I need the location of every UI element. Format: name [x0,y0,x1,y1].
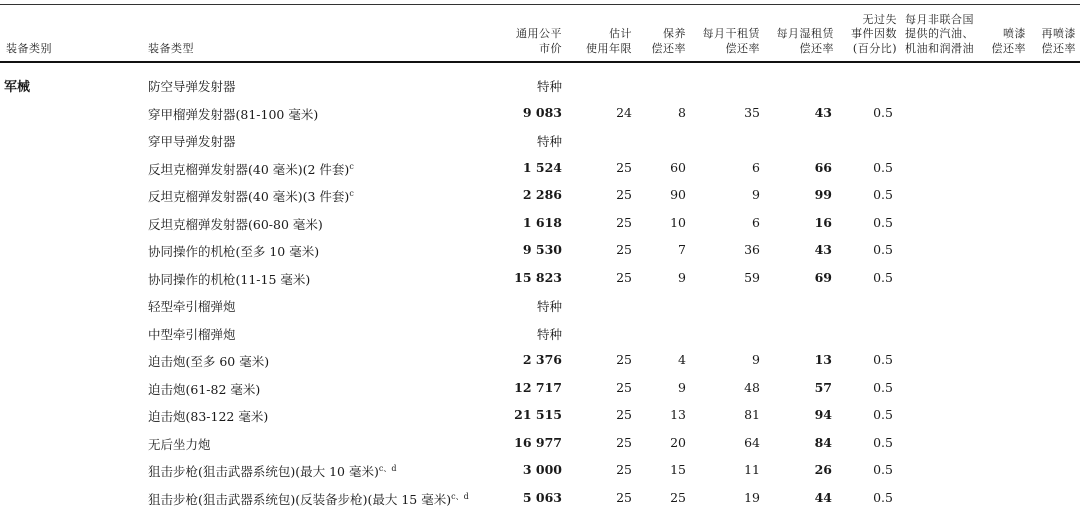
cell-fair-market-value: 特种 [536,79,562,94]
header-maintenance-rate [636,27,686,56]
cell-maintenance-rate: 9 [678,379,686,395]
cell-fair-market-value: 2 376 [522,352,562,367]
cell-equipment-type [148,77,236,95]
header-no-fault-incident-factor [837,13,897,57]
cell-maintenance-rate: 10 [670,214,686,230]
cell-fair-market-value: 特种 [536,134,562,149]
cell-wet-lease-rate: 16 [814,214,832,230]
cell-dry-lease-rate: 19 [744,489,760,505]
cell-wet-lease-rate: 84 [814,434,832,450]
cell-dry-lease-rate: 36 [744,242,760,257]
cell-wet-lease-rate: 13 [814,352,832,367]
header-estimated-useful-life-line: 使用年限 [586,41,632,55]
cell-wet-lease-rate: 26 [814,462,832,477]
header-generic-fair-market-value-line: 市价 [539,41,562,55]
header-category-line: 装备类别 [6,41,52,55]
cell-equipment-type [148,215,323,233]
cell-fair-market-value: 21 515 [514,407,562,422]
header-monthly-dry-lease-rate-line: 每月干租赁 [702,27,760,40]
cell-useful-life: 25 [616,187,632,202]
header-non-un-pol-line: 提供的汽油、 [905,27,974,40]
cell-fair-market-value: 1 618 [522,214,562,230]
cell-useful-life: 25 [616,407,632,422]
cell-fair-market-value: 9 530 [522,242,562,257]
equipment-type-text: 轻型牵引榴弹炮 [148,299,236,314]
cell-maintenance-rate: 25 [670,489,686,505]
header-repainting-rate-line: 偿还率 [1041,41,1076,55]
cell-fair-market-value: 特种 [536,299,562,314]
cell-fair-market-value: 2 286 [522,187,562,202]
footnote-marker: c [349,188,354,198]
header-type-line: 装备类型 [148,41,194,55]
cell-useful-life: 25 [616,489,632,505]
cell-fair-market-value: 1 524 [522,159,562,175]
header-monthly-wet-lease-rate-line: 每月湿租赁 [776,27,834,40]
header-painting-rate [976,27,1026,56]
equipment-type-text: 狙击步枪(狙击武器系统包)(最大 10 毫米) [148,464,379,479]
cell-no-fault-factor: 0.5 [873,434,893,450]
equipment-type-text: 反坦克榴弹发射器(40 毫米)(2 件套) [148,161,350,177]
cell-useful-life: 24 [616,104,632,120]
equipment-type-text: 协同操作的机枪(至多 10 毫米) [148,244,320,259]
header-monthly-wet-lease-rate [754,27,834,56]
equipment-type-text: 迫击炮(61-82 毫米) [148,381,261,397]
top-rule [0,4,1080,5]
header-monthly-dry-lease-rate [680,27,760,56]
equipment-type-text: 迫击炮(83-122 毫米) [148,409,269,424]
cell-wet-lease-rate: 43 [814,104,832,120]
cell-fair-market-value: 12 717 [514,379,562,395]
cell-maintenance-rate: 20 [670,434,686,450]
cell-equipment-type [148,242,319,260]
cell-fair-market-value: 3 000 [522,462,562,477]
cell-fair-market-value: 5 063 [522,489,562,505]
header-generic-fair-market-value [482,27,562,56]
equipment-type-text: 穿甲导弹发射器 [148,134,236,149]
header-non-un-pol-line: 每月非联合国 [905,12,974,26]
cell-wet-lease-rate: 99 [814,187,832,202]
cell-dry-lease-rate: 59 [744,269,760,285]
header-repainting-rate [1026,27,1076,56]
header-monthly-wet-lease-rate-line: 偿还率 [799,41,834,55]
cell-maintenance-rate: 13 [670,407,686,422]
cell-maintenance-rate: 15 [670,462,686,477]
cell-no-fault-factor: 0.5 [873,379,893,395]
cell-no-fault-factor: 0.5 [873,187,893,202]
cell-wet-lease-rate: 69 [814,269,832,285]
cell-no-fault-factor: 0.5 [873,462,893,477]
cell-fair-market-value: 15 823 [514,269,562,285]
cell-wet-lease-rate: 66 [814,159,832,175]
cell-equipment-type [148,325,236,343]
cell-useful-life: 25 [616,214,632,230]
cell-no-fault-factor: 0.5 [873,269,893,285]
header-painting-rate-line: 喷漆 [1003,27,1026,40]
cell-equipment-type [148,132,236,150]
cell-equipment-type [148,297,236,315]
cell-dry-lease-rate: 35 [744,104,760,120]
header-type [148,42,268,57]
cell-dry-lease-rate: 11 [744,462,760,477]
header-category [6,42,96,57]
cell-dry-lease-rate: 6 [752,159,760,175]
equipment-type-text: 狙击步枪(狙击武器系统包)(反装备步枪)(最大 15 毫米) [148,491,452,507]
header-monthly-dry-lease-rate-line: 偿还率 [725,41,760,55]
header-repainting-rate-line: 再喷漆 [1041,27,1076,40]
footnote-marker: c、d [451,491,469,501]
equipment-type-text: 协同操作的机枪(11-15 毫米) [148,271,311,287]
cell-equipment-type [148,352,269,370]
header-maintenance-rate-line: 保养 [663,27,686,40]
cell-useful-life: 25 [616,434,632,450]
cell-wet-lease-rate: 43 [814,242,832,257]
cell-maintenance-rate: 60 [670,159,686,175]
cell-equipment-type [148,380,260,398]
cell-useful-life: 25 [616,352,632,367]
cell-useful-life: 25 [616,379,632,395]
cell-maintenance-rate: 4 [678,352,686,367]
cell-maintenance-rate: 90 [670,187,686,202]
cell-equipment-type [148,160,354,178]
equipment-type-text: 防空导弹发射器 [148,79,236,94]
cell-equipment-type [148,407,268,425]
footnote-marker: c、d [378,463,397,473]
cell-maintenance-rate: 7 [678,242,686,257]
header-no-fault-incident-factor-line: 无过失 [862,12,897,26]
header-maintenance-rate-line: 偿还率 [651,41,686,55]
cell-fair-market-value: 特种 [536,326,562,342]
cell-no-fault-factor: 0.5 [873,242,893,257]
cell-dry-lease-rate: 48 [744,379,760,395]
equipment-type-text: 穿甲榴弹发射器(81-100 毫米) [148,106,319,122]
cell-fair-market-value: 16 977 [514,434,562,450]
header-no-fault-incident-factor-line: (百分比) [852,41,897,55]
cell-wet-lease-rate: 44 [814,489,832,505]
equipment-type-text: 反坦克榴弹发射器(60-80 毫米) [148,216,323,232]
cell-dry-lease-rate: 81 [744,407,760,422]
cell-wet-lease-rate: 94 [814,407,832,422]
cell-equipment-type [148,490,469,508]
cell-equipment-type [148,187,354,205]
cell-maintenance-rate: 8 [678,104,686,120]
cell-dry-lease-rate: 9 [752,352,760,367]
cell-useful-life: 25 [616,159,632,175]
category-label: 军械 [4,80,31,95]
cell-fair-market-value: 9 083 [522,104,562,120]
header-rule [0,61,1080,63]
cell-useful-life: 25 [616,269,632,285]
cell-no-fault-factor: 0.5 [873,159,893,175]
cell-dry-lease-rate: 9 [752,187,760,202]
cell-dry-lease-rate: 6 [752,214,760,230]
cell-no-fault-factor: 0.5 [873,489,893,505]
header-no-fault-incident-factor-line: 事件因数 [851,27,897,40]
header-painting-rate-line: 偿还率 [991,41,1026,55]
header-estimated-useful-life [562,27,632,56]
header-non-un-pol-line: 机油和润滑油 [905,41,974,55]
cell-equipment-type [148,270,310,288]
cell-maintenance-rate: 9 [678,269,686,285]
cell-equipment-type [148,462,396,480]
cell-wet-lease-rate: 57 [814,379,832,395]
equipment-type-text: 反坦克榴弹发射器(40 毫米)(3 件套) [148,189,350,204]
cell-equipment-type [148,105,318,123]
cell-no-fault-factor: 0.5 [873,104,893,120]
header-estimated-useful-life-line: 估计 [609,27,632,40]
footnote-marker: c [349,161,354,171]
cell-useful-life: 25 [616,242,632,257]
cell-no-fault-factor: 0.5 [873,352,893,367]
cell-useful-life: 25 [616,462,632,477]
cell-equipment-type [148,435,211,453]
cell-dry-lease-rate: 64 [744,434,760,450]
cell-no-fault-factor: 0.5 [873,214,893,230]
equipment-type-text: 中型牵引榴弹炮 [148,326,236,342]
equipment-type-text: 无后坐力炮 [148,436,211,452]
header-generic-fair-market-value-line: 通用公平 [516,27,562,40]
cell-no-fault-factor: 0.5 [873,407,893,422]
equipment-type-text: 迫击炮(至多 60 毫米) [148,354,270,369]
